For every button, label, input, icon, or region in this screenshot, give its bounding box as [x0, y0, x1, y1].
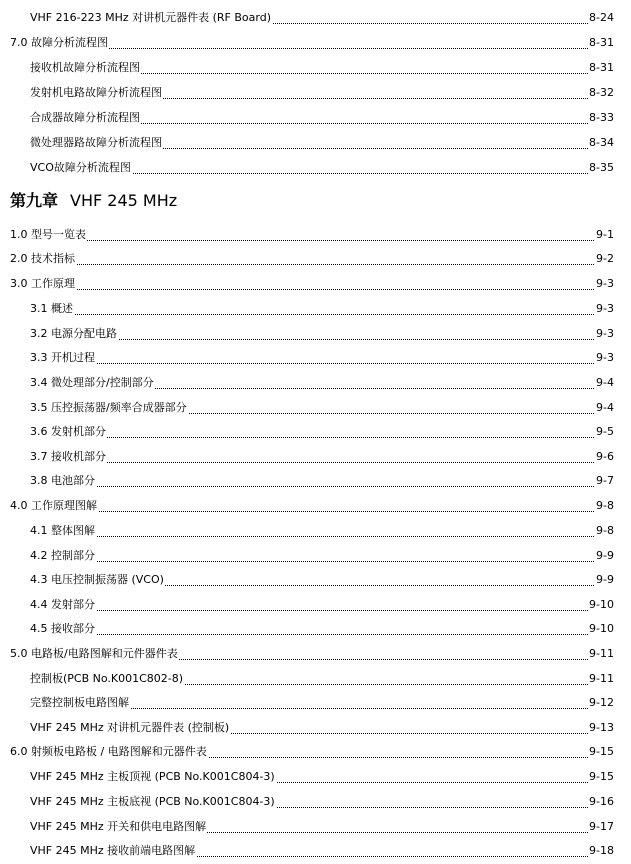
- toc-entry[interactable]: [0, 817, 631, 835]
- toc-entry-title: 4.0 工作原理图解: [10, 499, 97, 512]
- toc-entry-title: 2.0 技术指标: [10, 252, 75, 265]
- toc-entry[interactable]: [0, 158, 631, 176]
- dot-leader: [30, 633, 614, 635]
- chapter-heading: [10, 191, 177, 211]
- toc-entry-title: 3.4 微处理部分/控制部分: [30, 376, 154, 389]
- toc-entry-page: 9-3: [596, 277, 614, 290]
- toc-entry-title: VHF 245 MHz 对讲机元器件表 (控制板): [30, 721, 230, 734]
- toc-entry[interactable]: [0, 792, 631, 810]
- toc-entry-page: 9-18: [589, 844, 614, 857]
- toc-entry[interactable]: [0, 595, 631, 613]
- toc-entry-title: 4.2 控制部分: [30, 549, 95, 562]
- toc-entry-page: 8-33: [589, 111, 614, 124]
- toc-entry-page: 9-7: [596, 474, 614, 487]
- dot-leader: [30, 535, 614, 537]
- toc-entry[interactable]: [0, 471, 631, 489]
- toc-entry-page: 9-10: [589, 622, 614, 635]
- toc-entry-page: 9-1: [596, 228, 614, 241]
- toc-entry-page: 9-2: [596, 252, 614, 265]
- toc-entry[interactable]: [0, 619, 631, 637]
- toc-entry-title: VHF 245 MHz 主板顶视 (PCB No.K001C804-3): [30, 770, 275, 783]
- dot-leader: [30, 609, 614, 611]
- toc-entry-page: 9-6: [596, 450, 614, 463]
- toc-entry-page: 9-12: [589, 696, 614, 709]
- toc-entry-page: 9-10: [589, 598, 614, 611]
- toc-entry[interactable]: [0, 299, 631, 317]
- dot-leader: [30, 313, 614, 315]
- toc-entry[interactable]: [0, 669, 631, 687]
- toc-entry-title: VCO故障分析流程图: [30, 161, 131, 174]
- toc-entry-title: 接收机故障分析流程图: [30, 61, 140, 74]
- toc-entry-page: 9-8: [596, 524, 614, 537]
- toc-entry-page: 9-5: [596, 425, 614, 438]
- toc-entry-page: 9-11: [589, 647, 614, 660]
- toc-entry[interactable]: [0, 767, 631, 785]
- toc-entry-title: 3.5 压控振荡器/频率合成器部分: [30, 401, 187, 414]
- toc-entry-title: 7.0 故障分析流程图: [10, 36, 108, 49]
- toc-entry[interactable]: [0, 570, 631, 588]
- toc-entry-title: 3.7 接收机部分: [30, 450, 106, 463]
- toc-entry[interactable]: [0, 398, 631, 416]
- toc-entry-page: 9-9: [596, 549, 614, 562]
- toc-entry-page: 8-31: [589, 36, 614, 49]
- toc-entry-title: 4.5 接收部分: [30, 622, 95, 635]
- dot-leader: [30, 436, 614, 438]
- toc-entry[interactable]: [0, 83, 631, 101]
- toc-entry-title: VHF 245 MHz 开关和供电电路图解: [30, 820, 207, 833]
- dot-leader: [30, 560, 614, 562]
- toc-entry-title: 完整控制板电路图解: [30, 696, 129, 709]
- toc-entry-title: 5.0 电路板/电路图解和元件器件表: [10, 647, 178, 660]
- toc-entry[interactable]: [0, 348, 631, 366]
- toc-entry-page: 8-35: [589, 161, 614, 174]
- toc-entry[interactable]: [0, 496, 631, 514]
- toc-entry-page: 9-15: [589, 745, 614, 758]
- toc-entry[interactable]: [0, 58, 631, 76]
- toc-entry-page: 9-3: [596, 351, 614, 364]
- toc-entry-page: 8-31: [589, 61, 614, 74]
- dot-leader: [10, 263, 614, 265]
- toc-entry-title: 4.4 发射部分: [30, 598, 95, 611]
- toc-entry[interactable]: [0, 108, 631, 126]
- dot-leader: [30, 362, 614, 364]
- toc-entry-page: 9-13: [589, 721, 614, 734]
- toc-entry-title: VHF 216-223 MHz 对讲机元器件表 (RF Board): [30, 11, 271, 24]
- toc-entry-title: 4.3 电压控制振荡器 (VCO): [30, 573, 164, 586]
- dot-leader: [10, 510, 614, 512]
- toc-entry-title: VHF 245 MHz 接收前端电路图解: [30, 844, 196, 857]
- toc-entry-page: 8-24: [589, 11, 614, 24]
- toc-entry-title: 3.8 电池部分: [30, 474, 95, 487]
- toc-entry-title: 发射机电路故障分析流程图: [30, 86, 162, 99]
- toc-entry-page: 9-3: [596, 327, 614, 340]
- toc-entry-title: 3.2 电源分配电路: [30, 327, 117, 340]
- toc-entry-title: 微处理器路故障分析流程图: [30, 136, 162, 149]
- toc-entry-title: 3.3 开机过程: [30, 351, 95, 364]
- toc-entry[interactable]: [0, 225, 631, 243]
- dot-leader: [30, 485, 614, 487]
- chapter-title: VHF 245 MHz: [70, 191, 178, 210]
- toc-entry[interactable]: [0, 447, 631, 465]
- toc-entry-title: 4.1 整体图解: [30, 524, 95, 537]
- toc-entry-page: 9-4: [596, 401, 614, 414]
- dot-leader: [30, 461, 614, 463]
- toc-entry-page: 8-34: [589, 136, 614, 149]
- toc-entry-title: 控制板(PCB No.K001C802-8): [30, 672, 184, 685]
- toc-entry[interactable]: [0, 324, 631, 342]
- toc-entry-page: 9-3: [596, 302, 614, 315]
- toc-entry[interactable]: [0, 644, 631, 662]
- toc-entry-title: 6.0 射频板电路板 / 电路图解和元器件表: [10, 745, 207, 758]
- toc-entry-page: 9-4: [596, 376, 614, 389]
- toc-entry[interactable]: [0, 841, 631, 859]
- toc-entry-title: 1.0 型号一览表: [10, 228, 86, 241]
- toc-entry[interactable]: [0, 249, 631, 267]
- toc-entry-title: VHF 245 MHz 主板底视 (PCB No.K001C804-3): [30, 795, 275, 808]
- toc-entry-page: 9-11: [589, 672, 614, 685]
- toc-entry[interactable]: [0, 718, 631, 736]
- toc-entry-page: 9-9: [596, 573, 614, 586]
- toc-entry[interactable]: [0, 274, 631, 292]
- toc-entry[interactable]: [0, 133, 631, 151]
- toc-entry[interactable]: [0, 373, 631, 391]
- toc-entry-page: 9-17: [589, 820, 614, 833]
- toc-entry-title: 3.6 发射机部分: [30, 425, 106, 438]
- toc-entry-title: 3.0 工作原理: [10, 277, 75, 290]
- toc-entry-title: 合成器故障分析流程图: [30, 111, 140, 124]
- toc-entry-title: 3.1 概述: [30, 302, 73, 315]
- toc-entry[interactable]: [0, 546, 631, 564]
- toc-entry-page: 8-32: [589, 86, 614, 99]
- toc-entry[interactable]: [0, 8, 631, 26]
- toc-entry-page: 9-16: [589, 795, 614, 808]
- chapter-label: 第九章: [10, 191, 59, 210]
- toc-entry[interactable]: [0, 422, 631, 440]
- dot-leader: [10, 239, 614, 241]
- toc-entry[interactable]: [0, 742, 631, 760]
- toc-entry[interactable]: [0, 33, 631, 51]
- toc-entry[interactable]: [0, 693, 631, 711]
- toc-entry-page: 9-8: [596, 499, 614, 512]
- toc-entry-page: 9-15: [589, 770, 614, 783]
- dot-leader: [10, 288, 614, 290]
- toc-entry[interactable]: [0, 521, 631, 539]
